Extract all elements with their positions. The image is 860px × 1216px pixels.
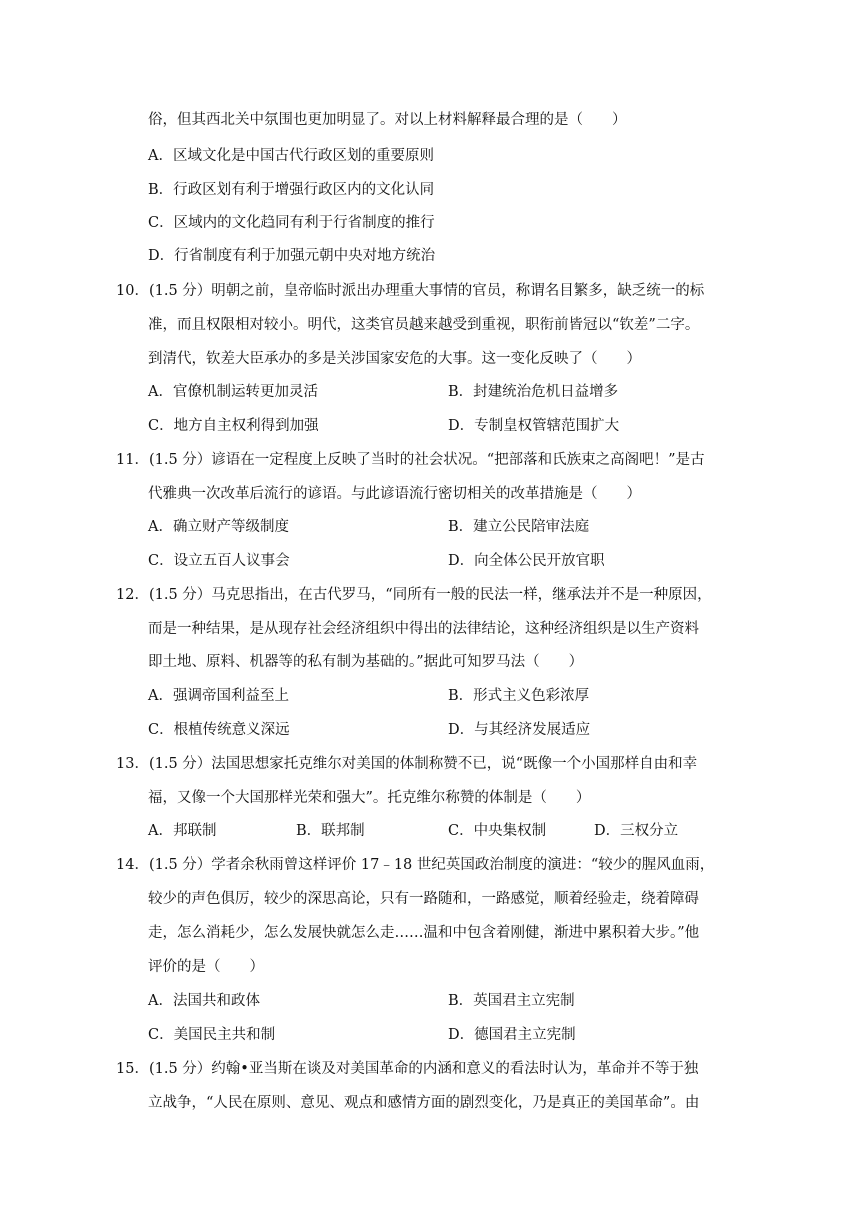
q12-option-b[interactable]: B．形式主义色彩浓厚 <box>448 688 590 704</box>
q13-stem-line-1: 13．(1.5 分）法国思想家托克维尔对美国的体制称赞不已，说“既像一个小国那样自由和幸 <box>116 756 698 772</box>
q9-option-c[interactable]: C．区域内的文化趋同有利于行省制度的推行 <box>148 215 435 231</box>
q12-option-d[interactable]: D．与其经济发展适应 <box>448 722 591 738</box>
q12-stem-line-3: 即土地、原料、机器等的私有制为基础的。”据此可知罗马法（ ） <box>148 654 584 670</box>
q13-option-d[interactable]: D．三权分立 <box>594 823 679 839</box>
q9-option-d[interactable]: D．行省制度有利于加强元朝中央对地方统治 <box>148 248 436 264</box>
q13-option-b[interactable]: B．联邦制 <box>296 823 365 839</box>
q10-stem-line-3: 到清代，钦差大臣承办的多是关涉国家安危的大事。这一变化反映了（ ） <box>148 351 641 367</box>
q14-stem-line-2: 较少的声色俱厉，较少的深思高论，只有一路随和，一路感觉，顺着经验走，绕着障碍 <box>148 891 699 907</box>
q9-option-a[interactable]: A．区域文化是中国古代行政区划的重要原则 <box>148 148 434 164</box>
q11-option-c[interactable]: C．设立五百人议事会 <box>148 553 290 569</box>
q13-stem-line-2: 福，又像一个大国那样光荣和强大”。托克维尔称赞的体制是（ ） <box>148 790 591 806</box>
q14-option-b[interactable]: B．英国君主立宪制 <box>448 993 575 1009</box>
q14-stem-line-3: 走，怎么消耗少，怎么发展快就怎么走……温和中包含着刚健，渐进中累积着大步。”他 <box>148 925 700 941</box>
q15-stem-line-2: 立战争，“人民在原则、意见、观点和感情方面的剧烈变化，乃是真正的美国革命”。由 <box>148 1095 700 1111</box>
q13-option-c[interactable]: C．中央集权制 <box>448 823 547 839</box>
q13-option-a[interactable]: A．邦联制 <box>148 823 217 839</box>
q10-stem-line-2: 准，而且权限相对较小。明代，这类官员越来越受到重视，职衔前皆冠以“钦差”二字。 <box>148 317 700 333</box>
q10-option-d[interactable]: D．专制皇权管辖范围扩大 <box>448 418 620 434</box>
q10-option-a[interactable]: A．官僚机制运转更加灵活 <box>148 384 318 400</box>
q9-option-b[interactable]: B．行政区划有利于增强行政区内的文化认同 <box>148 182 435 198</box>
q12-stem-line-2: 而是一种结果，是从现存社会经济组织中得出的法律结论，这种经济组织是以生产资料 <box>148 621 699 637</box>
q14-option-d[interactable]: D．德国君主立宪制 <box>448 1027 576 1043</box>
q11-option-a[interactable]: A．确立财产等级制度 <box>148 519 289 535</box>
q10-option-b[interactable]: B．封建统治危机日益增多 <box>448 384 619 400</box>
q11-option-b[interactable]: B．建立公民陪审法庭 <box>448 519 590 535</box>
q10-stem-line-1: 10．(1.5 分）明朝之前，皇帝临时派出办理重大事情的官员，称谓名目繁多，缺乏统一的标 <box>116 283 705 299</box>
q14-option-c[interactable]: C．美国民主共和制 <box>148 1027 276 1043</box>
q15-stem-line-1: 15．(1.5 分）约翰•亚当斯在谈及对美国革命的内涵和意义的看法时认为，革命并不等于独 <box>116 1061 699 1077</box>
q12-option-a[interactable]: A．强调帝国利益至上 <box>148 688 289 704</box>
q11-option-d[interactable]: D．向全体公民开放官职 <box>448 553 605 569</box>
q9-stem-continuation: 俗，但其西北关中氛围也更加明显了。对以上材料解释最合理的是（ ） <box>148 112 627 128</box>
q11-stem-line-1: 11．(1.5 分）谚语在一定程度上反映了当时的社会状况。“把部落和氏族束之高阁吧！”是古 <box>116 452 705 468</box>
q14-option-a[interactable]: A．法国共和政体 <box>148 993 260 1009</box>
q10-option-c[interactable]: C．地方自主权利得到加强 <box>148 418 319 434</box>
q12-stem-line-1: 12．(1.5 分）马克思指出，在古代罗马，“同所有一般的民法一样，继承法并不是一种原因， <box>116 587 712 603</box>
q14-stem-line-4: 评价的是（ ） <box>148 959 264 975</box>
q12-option-c[interactable]: C．根植传统意义深远 <box>148 722 290 738</box>
q14-stem-line-1: 14．(1.5 分）学者余秋雨曾这样评价 17﹣18 世纪英国政治制度的演进：“较少的腥风血雨， <box>116 857 715 873</box>
q11-stem-line-2: 代雅典一次改革后流行的谚语。与此谚语流行密切相关的改革措施是（ ） <box>148 486 641 502</box>
